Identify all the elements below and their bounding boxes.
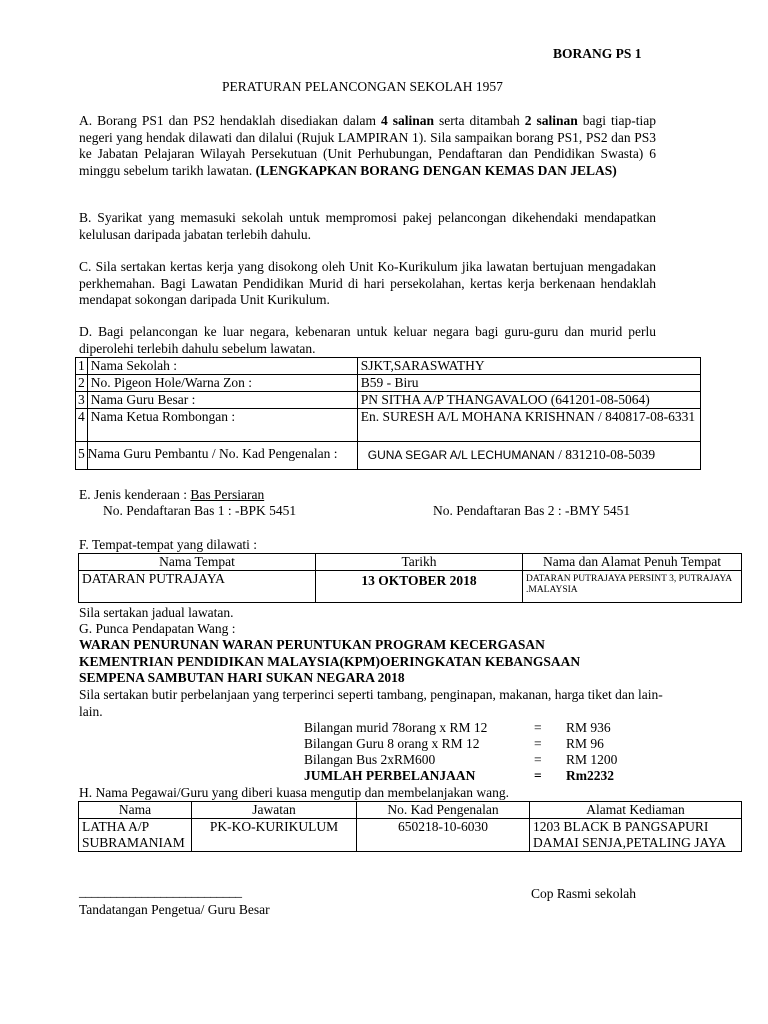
table-row: [76, 358, 701, 375]
table-row: [79, 571, 742, 603]
section-a-text: A. Borang PS1 dan PS2 hendaklah disediakan dalam: [79, 113, 382, 128]
bus-2-registration: No. Pendaftaran Bas 2 : -BMY 5451: [433, 503, 631, 518]
expense-total-eq: =: [534, 768, 542, 783]
section-b: B. Syarikat yang memasuki sekolah untuk mempromosi pakej pelancongan dikehendaki mendapatkan kelulusan daripada jabatan terlebih dahulu.: [79, 210, 656, 242]
schedule-note: Sila sertakan jadual lawatan.: [79, 605, 234, 620]
expense-desc: Bilangan Guru 8 orang x RM 12: [304, 736, 480, 751]
place-address: DATARAN PUTRAJAYA PERSINT 3, PUTRAJAYA .MALAYSIA: [523, 571, 742, 603]
expense-desc: Bilangan murid 78orang x RM 12: [304, 720, 488, 735]
table-row: [79, 819, 742, 852]
table-row: [76, 392, 701, 409]
row-number: 1: [76, 358, 88, 375]
column-header: Tarikh: [316, 554, 523, 571]
column-header: No. Kad Pengenalan: [357, 802, 530, 819]
table-row: [76, 375, 701, 392]
vehicle-label: E. Jenis kenderaan :: [79, 487, 191, 502]
section-f-label: F. Tempat-tempat yang dilawati :: [79, 537, 258, 552]
section-d: D. Bagi pelancongan ke luar negara, kebenaran untuk keluar negara bagi guru-guru dan murid perlu diperolehi terlebih dahulu sebelum lawatan.: [79, 324, 656, 356]
row-value: En. SURESH A/L MOHANA KRISHNAN / 840817-08-6331: [357, 409, 700, 442]
expense-eq: =: [534, 720, 542, 735]
section-a-text: serta ditambah: [434, 113, 525, 128]
visit-date: 13 OKTOBER 2018: [316, 571, 523, 603]
section-e: [79, 487, 264, 503]
expense-eq: =: [534, 736, 542, 751]
section-a-bold: (LENGKAPKAN BORANG DENGAN KEMAS DAN JELAS): [255, 162, 617, 178]
officer-name: LATHA A/P SUBRAMANIAM: [79, 819, 192, 852]
row-label: Nama Guru Besar :: [87, 392, 357, 409]
row-number: 4: [76, 409, 88, 442]
signature-line: __________________________: [79, 884, 242, 899]
row-number: 3: [76, 392, 88, 409]
table-row: [76, 442, 701, 470]
official-stamp-label: Cop Rasmi sekolah: [531, 886, 636, 901]
section-a-bold: 4 salinan: [381, 113, 435, 128]
places-table: [78, 553, 742, 603]
row-label: Nama Guru Pembantu / No. Kad Pengenalan :: [87, 442, 357, 470]
authorized-officer-table: [78, 801, 742, 852]
section-a-text: bagi tiap-tiap negeri yang hendak dilawati dan dilalui (Rujuk LAMPIRAN 1). Sila sampaikan borang PS1, PS2 dan PS3 ke Jabatan Pelajaran Wilayah Persekutuan (Unit Perhubungan, Pendaftaran dan Pendidikan Swasta) 6 minggu sebelum tarikh lawatan.: [79, 113, 656, 178]
bus-1-registration: No. Pendaftaran Bas 1 : -BPK 5451: [103, 503, 297, 518]
expense-note: Sila sertakan butir perbelanjaan yang terperinci seperti tambang, penginapan, makanan, harga tiket dan lain-lain.: [79, 687, 663, 719]
expense-amount: RM 96: [566, 736, 604, 751]
expense-eq: =: [534, 752, 542, 767]
funding-source: WARAN PENURUNAN WARAN PERUNTUKAN PROGRAM KECERGASAN KEMENTRIAN PENDIDIKAN MALAYSIA(KPM)OERINGKATAN KEBANGSAAN SEMPENA SAMBUTAN HARI SUKAN NEGARA 2018: [79, 637, 581, 685]
expense-amount: RM 936: [566, 720, 611, 735]
place-name: DATARAN PUTRAJAYA: [79, 571, 316, 603]
form-id: BORANG PS 1: [553, 46, 642, 61]
column-header: Nama Tempat: [79, 554, 316, 571]
column-header: Alamat Kediaman: [530, 802, 742, 819]
section-c: C. Sila sertakan kertas kerja yang disokong oleh Unit Ko-Kurikulum jika lawatan bertujuan mengadakan perkhemahan. Bagi Lawatan Pendidikan Murid di hari persekolahan, kertas kerja berkenaan hendaklah mendapat sokongan daripada Unit Kurikulum.: [79, 259, 656, 307]
section-a: [79, 113, 656, 179]
officer-position: PK-KO-KURIKULUM: [192, 819, 357, 852]
officer-address: 1203 BLACK B PANGSAPURI DAMAI SENJA,PETALING JAYA: [530, 819, 742, 852]
vehicle-type: Bas Persiaran: [190, 487, 265, 502]
section-a-bold: 2 salinan: [524, 113, 578, 128]
document-title: PERATURAN PELANCONGAN SEKOLAH 1957: [222, 79, 503, 94]
helper-teacher-ic: / 831210-08-5039: [554, 447, 656, 462]
school-info-table: [75, 357, 701, 470]
row-number: 2: [76, 375, 88, 392]
table-header-row: [79, 554, 742, 571]
signature-label: Tandatangan Pengetua/ Guru Besar: [79, 902, 270, 917]
helper-teacher-name: GUNA SEGAR A/L LECHUMANAN: [367, 448, 555, 462]
section-g-label: G. Punca Pendapatan Wang :: [79, 621, 236, 636]
column-header: Jawatan: [192, 802, 357, 819]
row-label: Nama Sekolah :: [87, 358, 357, 375]
expense-total-desc: JUMLAH PERBELANJAAN: [304, 768, 476, 783]
expense-total-amount: Rm2232: [566, 768, 614, 783]
expense-desc: Bilangan Bus 2xRM600: [304, 752, 436, 767]
column-header: Nama: [79, 802, 192, 819]
row-value: SJKT,SARASWATHY: [357, 358, 700, 375]
row-label: Nama Ketua Rombongan :: [87, 409, 357, 442]
row-value: [357, 442, 700, 470]
row-value: B59 - Biru: [357, 375, 700, 392]
row-number: 5: [76, 442, 88, 470]
officer-ic: 650218-10-6030: [357, 819, 530, 852]
column-header: Nama dan Alamat Penuh Tempat: [523, 554, 742, 571]
table-row: [76, 409, 701, 442]
expense-amount: RM 1200: [566, 752, 618, 767]
row-label: No. Pigeon Hole/Warna Zon :: [87, 375, 357, 392]
table-header-row: [79, 802, 742, 819]
row-value: PN SITHA A/P THANGAVALOO (641201-08-5064): [357, 392, 700, 409]
section-h-label: H. Nama Pegawai/Guru yang diberi kuasa mengutip dan membelanjakan wang.: [79, 785, 509, 800]
